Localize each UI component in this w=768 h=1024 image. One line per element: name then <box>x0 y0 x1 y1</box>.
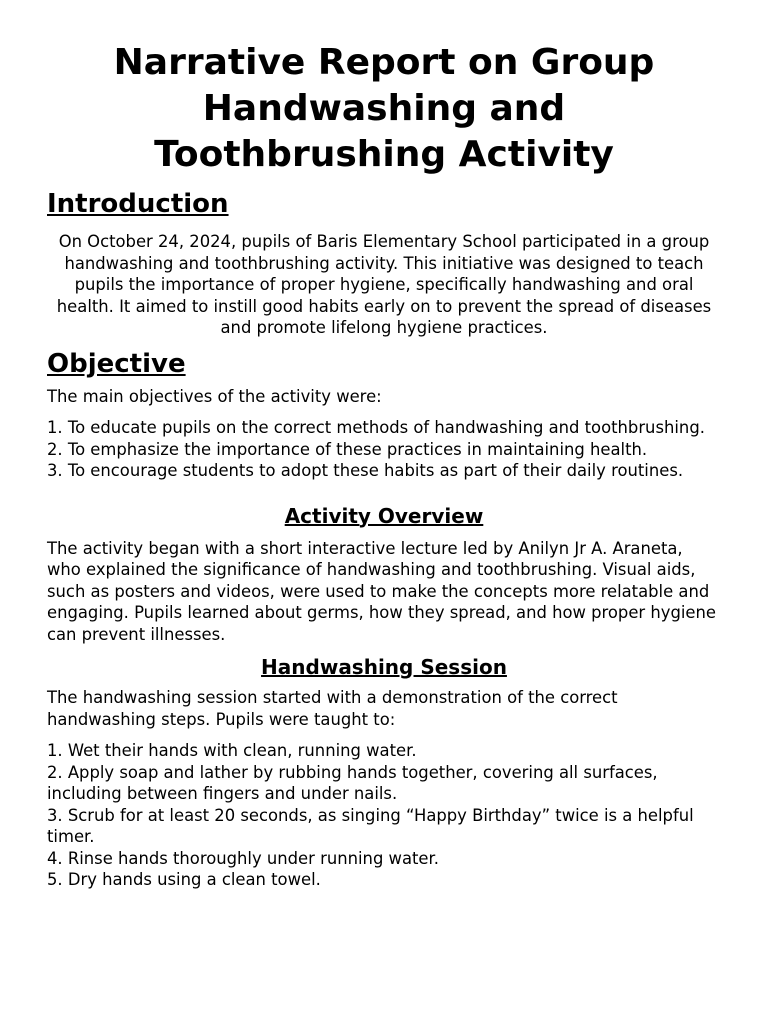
handwashing-session-heading: Handwashing Session <box>261 655 507 679</box>
document-page <box>47 40 721 891</box>
activity-overview-body: The activity began with a short interactive lecture led by Anilyn Jr A. Araneta, who explained the significance of handwashing and toothbrushing. Visual aids, such as posters and videos, were used to make the concepts more relatable and engaging. Pupils learned about germs, how they spread, and how proper hygiene can prevent illnesses. <box>47 538 716 644</box>
list-item: 2. Apply soap and lather by rubbing hands together, covering all surfaces, including between fingers and under nails. <box>47 762 658 803</box>
document-title: Narrative Report on Group Handwashing and Toothbrushing Activity <box>113 42 655 175</box>
introduction-body: On October 24, 2024, pupils of Baris Elementary School participated in a group handwashing and toothbrushing activity. This initiative was designed to teach pupils the importance of proper hygiene, specifically handwashing and oral health. It aimed to instill good habits early on to prevent the spread of diseases and promote lifelong hygiene practices. <box>56 232 712 337</box>
activity-overview-heading: Activity Overview <box>284 503 484 528</box>
objective-lead: The main objectives of the activity were: <box>47 386 382 406</box>
list-item: 1. To educate pupils on the correct methods of handwashing and toothbrushing. <box>47 418 705 437</box>
list-item: 5. Dry hands using a clean towel. <box>47 870 321 889</box>
handwashing-session-lead: The handwashing session started with a demonstration of the correct handwashing steps. Pupils were taught to: <box>47 688 618 729</box>
list-item: 1. Wet their hands with clean, running water. <box>47 741 417 760</box>
objective-heading: Objective <box>47 348 186 379</box>
list-item: 3. To encourage students to adopt these habits as part of their daily routines. <box>47 461 684 480</box>
objective-list <box>47 417 721 482</box>
list-item: 3. Scrub for at least 20 seconds, as singing “Happy Birthday” twice is a helpful timer. <box>47 805 694 846</box>
handwashing-steps-list <box>47 740 721 891</box>
list-item: 4. Rinse hands thoroughly under running water. <box>47 848 439 868</box>
list-item: 2. To emphasize the importance of these practices in maintaining health. <box>47 439 648 459</box>
introduction-heading: Introduction <box>47 189 229 219</box>
